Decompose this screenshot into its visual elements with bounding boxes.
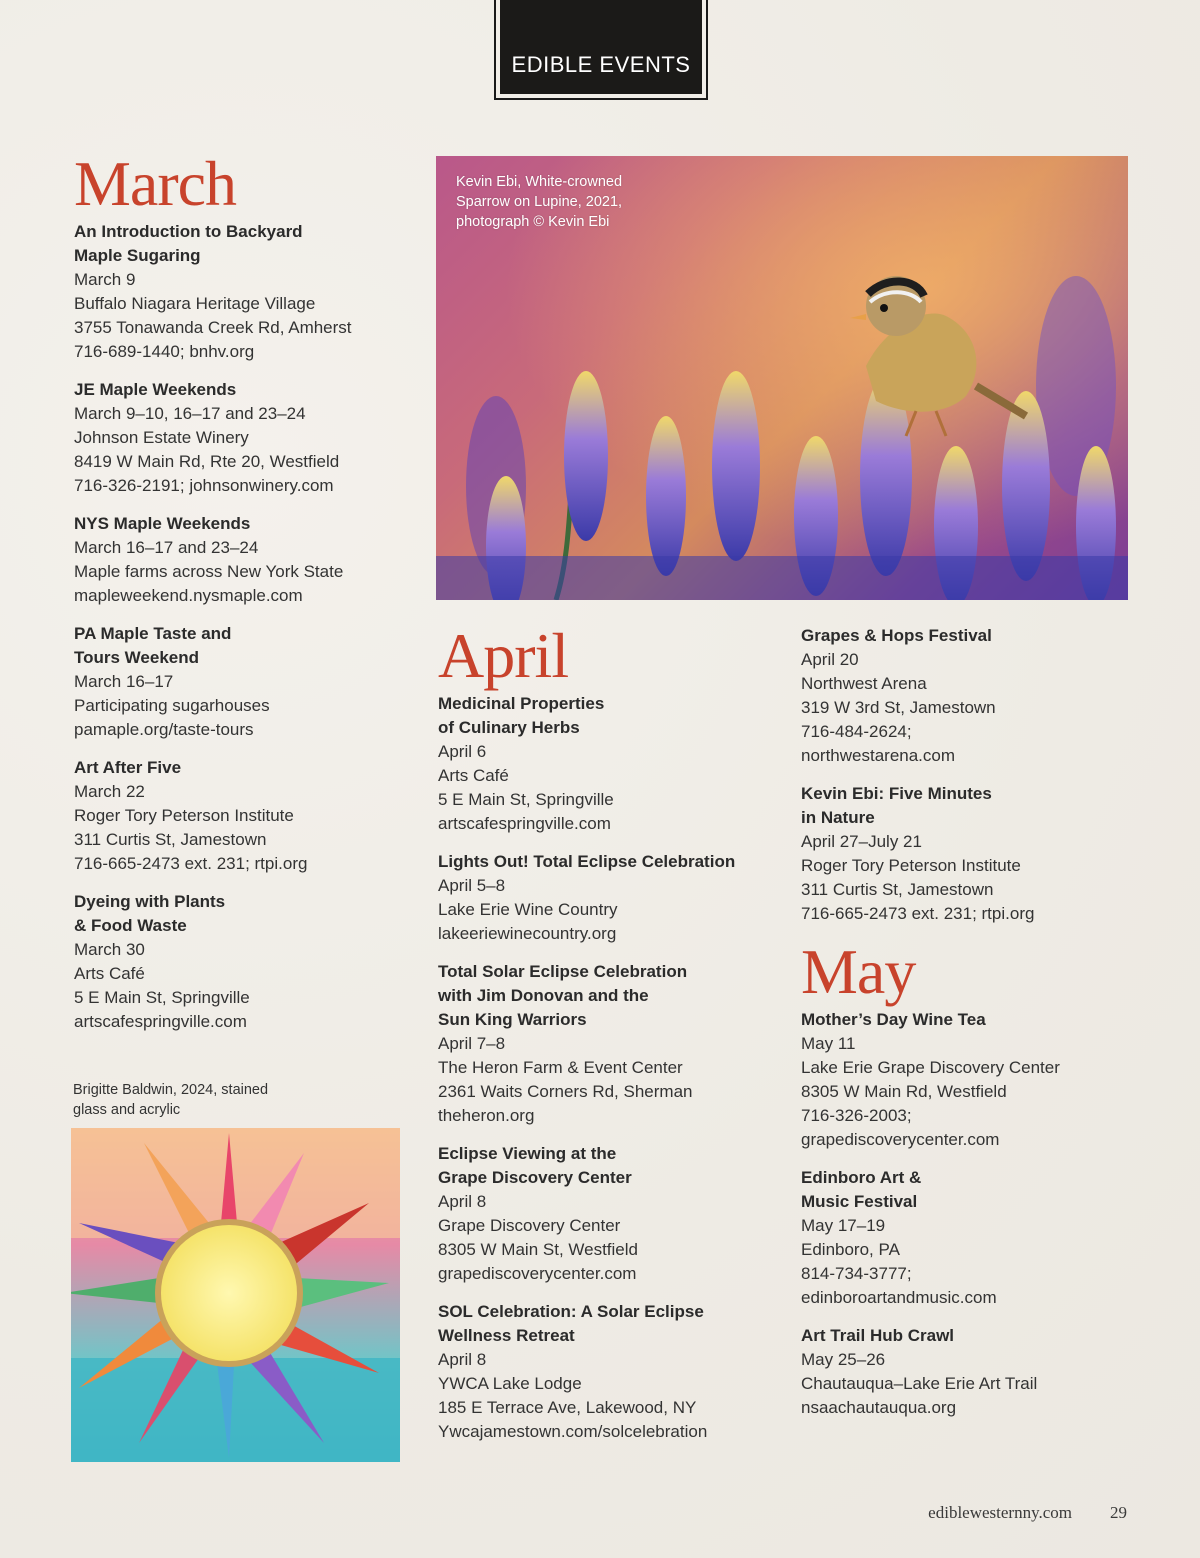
event-detail: March 9 bbox=[74, 270, 136, 289]
event-detail: theheron.org bbox=[438, 1106, 535, 1125]
event-detail: 319 W 3rd St, Jamestown bbox=[801, 698, 996, 717]
event-detail: 814-734-3777; bbox=[801, 1264, 912, 1283]
footer-website: ediblewesternny.com bbox=[928, 1503, 1072, 1522]
event-detail: 5 E Main St, Springville bbox=[74, 988, 250, 1007]
event-detail: 716-665-2473 ext. 231; rtpi.org bbox=[74, 854, 308, 873]
section-tab-inner bbox=[500, 0, 702, 94]
event-detail: March 9–10, 16–17 and 23–24 bbox=[74, 404, 306, 423]
event-detail: artscafespringville.com bbox=[438, 814, 611, 833]
event-detail: Chautauqua–Lake Erie Art Trail bbox=[801, 1374, 1038, 1393]
event-title: Grapes & Hops Festival bbox=[801, 626, 992, 645]
event-detail: Roger Tory Peterson Institute bbox=[74, 806, 294, 825]
event-item bbox=[801, 782, 1131, 926]
may-event-list bbox=[801, 1008, 1131, 1420]
event-detail: May 11 bbox=[801, 1034, 856, 1053]
event-title: PA Maple Taste and Tours Weekend bbox=[74, 624, 232, 667]
event-detail: pamaple.org/taste-tours bbox=[74, 720, 254, 739]
event-detail: 311 Curtis St, Jamestown bbox=[801, 880, 994, 899]
event-detail: edinboroartandmusic.com bbox=[801, 1288, 997, 1307]
event-title: Edinboro Art & Music Festival bbox=[801, 1168, 922, 1211]
event-title: JE Maple Weekends bbox=[74, 380, 237, 399]
section-tab bbox=[494, 0, 708, 100]
event-title: Kevin Ebi: Five Minutes in Nature bbox=[801, 784, 992, 827]
event-item bbox=[74, 378, 404, 498]
event-detail: 5 E Main St, Springville bbox=[438, 790, 614, 809]
event-detail: artscafespringville.com bbox=[74, 1012, 247, 1031]
event-item bbox=[801, 624, 1131, 768]
event-detail: Edinboro, PA bbox=[801, 1240, 900, 1259]
event-detail: March 16–17 and 23–24 bbox=[74, 538, 259, 557]
event-detail: 8419 W Main Rd, Rte 20, Westfield bbox=[74, 452, 340, 471]
event-detail: April 6 bbox=[438, 742, 487, 761]
event-detail: Ywcajamestown.com/solcelebration bbox=[438, 1422, 708, 1441]
event-title: Mother’s Day Wine Tea bbox=[801, 1010, 986, 1029]
event-detail: April 20 bbox=[801, 650, 859, 669]
event-detail: 8305 W Main St, Westfield bbox=[438, 1240, 638, 1259]
event-title: Medicinal Properties of Culinary Herbs bbox=[438, 694, 605, 737]
event-detail: mapleweekend.nysmaple.com bbox=[74, 586, 303, 605]
event-item bbox=[74, 622, 404, 742]
event-detail: 185 E Terrace Ave, Lakewood, NY bbox=[438, 1398, 697, 1417]
event-detail: nsaachautauqua.org bbox=[801, 1398, 957, 1417]
right-column bbox=[801, 624, 1131, 1434]
event-detail: Grape Discovery Center bbox=[438, 1216, 621, 1235]
april-column bbox=[438, 620, 778, 1458]
month-heading-april: April bbox=[438, 620, 569, 691]
month-heading-may: May bbox=[801, 936, 916, 1007]
event-item bbox=[438, 850, 778, 946]
event-title: Eclipse Viewing at the Grape Discovery Center bbox=[438, 1144, 632, 1187]
event-detail: April 5–8 bbox=[438, 876, 506, 895]
event-title: Art Trail Hub Crawl bbox=[801, 1326, 955, 1345]
event-detail: April 7–8 bbox=[438, 1034, 506, 1053]
sparrow-on-lupine-photo bbox=[436, 156, 1128, 600]
event-item bbox=[801, 1166, 1131, 1310]
event-item bbox=[801, 1008, 1131, 1152]
event-detail: April 8 bbox=[438, 1350, 487, 1369]
event-detail: grapediscoverycenter.com bbox=[801, 1130, 1000, 1149]
event-detail: May 17–19 bbox=[801, 1216, 886, 1235]
page-number: 29 bbox=[1110, 1503, 1127, 1522]
event-detail: March 16–17 bbox=[74, 672, 174, 691]
march-event-list bbox=[74, 220, 404, 1034]
event-title: Lights Out! Total Eclipse Celebration bbox=[438, 852, 736, 871]
event-item bbox=[438, 1300, 778, 1444]
art-caption: Brigitte Baldwin, 2024, stained glass and acrylic bbox=[73, 1082, 269, 1118]
event-detail: Lake Erie Wine Country bbox=[438, 900, 618, 919]
event-detail: 716-689-1440; bnhv.org bbox=[74, 342, 255, 361]
event-detail: YWCA Lake Lodge bbox=[438, 1374, 582, 1393]
event-item bbox=[74, 512, 404, 608]
event-detail: Johnson Estate Winery bbox=[74, 428, 249, 447]
event-detail: April 8 bbox=[438, 1192, 487, 1211]
event-item bbox=[438, 692, 778, 836]
event-detail: lakeeriewinecountry.org bbox=[438, 924, 617, 943]
event-detail: March 22 bbox=[74, 782, 145, 801]
event-detail: April 27–July 21 bbox=[801, 832, 922, 851]
event-detail: Roger Tory Peterson Institute bbox=[801, 856, 1021, 875]
event-title: Dyeing with Plants & Food Waste bbox=[74, 892, 226, 935]
event-item bbox=[74, 220, 404, 364]
event-title: An Introduction to Backyard Maple Sugaring bbox=[74, 222, 303, 265]
event-detail: 716-326-2003; bbox=[801, 1106, 912, 1125]
event-detail: Maple farms across New York State bbox=[74, 562, 344, 581]
event-detail: May 25–26 bbox=[801, 1350, 886, 1369]
event-item bbox=[438, 960, 778, 1128]
event-detail: 716-484-2624; bbox=[801, 722, 912, 741]
photo-caption: Kevin Ebi, White-crowned Sparrow on Lupine, 2021, photograph © Kevin Ebi bbox=[456, 174, 623, 230]
stained-glass-sun-artwork bbox=[71, 1128, 400, 1462]
event-item bbox=[438, 1142, 778, 1286]
month-heading-march: March bbox=[74, 148, 237, 219]
event-detail: 3755 Tonawanda Creek Rd, Amherst bbox=[74, 318, 352, 337]
event-detail: northwestarena.com bbox=[801, 746, 956, 765]
event-detail: 2361 Waits Corners Rd, Sherman bbox=[438, 1082, 693, 1101]
event-item bbox=[74, 890, 404, 1034]
section-title: EDIBLE EVENTS bbox=[511, 52, 691, 77]
event-detail: The Heron Farm & Event Center bbox=[438, 1058, 683, 1077]
event-detail: Participating sugarhouses bbox=[74, 696, 270, 715]
event-title: Total Solar Eclipse Celebration with Jim Donovan and the Sun King Warriors bbox=[438, 962, 688, 1029]
event-detail: Buffalo Niagara Heritage Village bbox=[74, 294, 316, 313]
event-title: Art After Five bbox=[74, 758, 182, 777]
april-continued-event-list bbox=[801, 624, 1131, 926]
event-item bbox=[74, 756, 404, 876]
event-detail: Lake Erie Grape Discovery Center bbox=[801, 1058, 1060, 1077]
event-detail: Northwest Arena bbox=[801, 674, 927, 693]
event-detail: Arts Café bbox=[438, 766, 509, 785]
event-title: SOL Celebration: A Solar Eclipse Wellness Retreat bbox=[438, 1302, 704, 1345]
event-detail: grapediscoverycenter.com bbox=[438, 1264, 637, 1283]
event-detail: 311 Curtis St, Jamestown bbox=[74, 830, 267, 849]
event-detail: 8305 W Main Rd, Westfield bbox=[801, 1082, 1007, 1101]
sun-artwork-illustration bbox=[71, 1128, 400, 1462]
march-column bbox=[74, 148, 404, 1048]
event-title: NYS Maple Weekends bbox=[74, 514, 251, 533]
event-detail: Arts Café bbox=[74, 964, 145, 983]
event-detail: March 30 bbox=[74, 940, 145, 959]
event-detail: 716-326-2191; johnsonwinery.com bbox=[74, 476, 334, 495]
april-event-list bbox=[438, 692, 778, 1444]
event-item bbox=[801, 1324, 1131, 1420]
event-detail: 716-665-2473 ext. 231; rtpi.org bbox=[801, 904, 1035, 923]
